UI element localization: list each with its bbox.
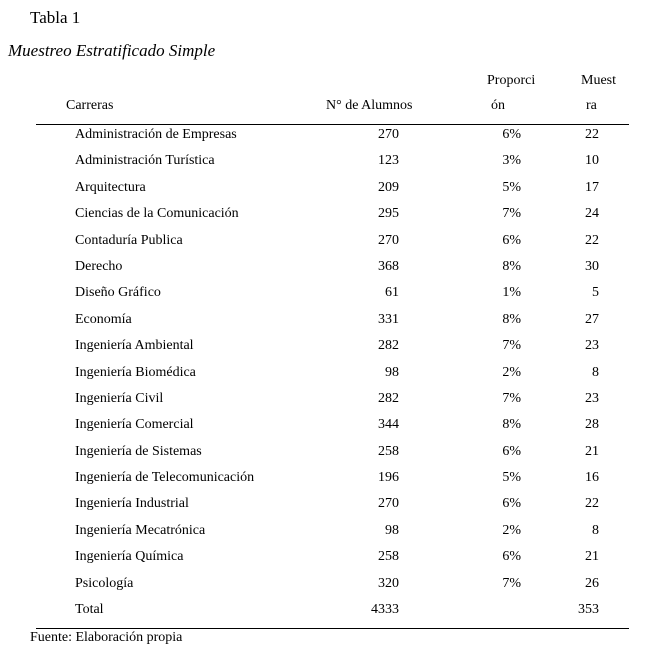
- cell-alumnos: 368: [378, 258, 399, 274]
- cell-proporcion: 7%: [502, 575, 521, 591]
- cell-carrera: Ingeniería Industrial: [75, 496, 189, 512]
- cell-proporcion: 7%: [502, 390, 521, 406]
- cell-proporcion: 5%: [502, 179, 521, 195]
- cell-carrera: Administración de Empresas: [75, 127, 237, 142]
- header-muestra-line2: ra: [586, 98, 597, 113]
- cell-carrera: Ciencias de la Comunicación: [75, 206, 239, 222]
- table-row: [0, 415, 650, 441]
- header-proporcion-line1: Proporci: [487, 73, 536, 88]
- cell-muestra: 23: [585, 390, 599, 406]
- cell-alumnos: 258: [378, 549, 399, 565]
- table-body: [0, 125, 650, 626]
- cell-alumnos: 258: [378, 443, 399, 459]
- cell-alumnos: 270: [378, 496, 399, 512]
- cell-proporcion: 2%: [502, 364, 521, 380]
- table-total-row: [0, 600, 650, 626]
- cell-alumnos: 98: [385, 522, 399, 538]
- table-row: [0, 283, 650, 309]
- cell-alumnos: 98: [385, 364, 399, 380]
- cell-muestra: 17: [585, 179, 599, 195]
- table-row: [0, 310, 650, 336]
- cell-carrera: Administración Turística: [75, 153, 215, 169]
- cell-alumnos: 320: [378, 575, 399, 591]
- cell-proporcion: 5%: [502, 470, 521, 486]
- cell-carrera: Total: [75, 602, 104, 618]
- cell-muestra: 16: [585, 470, 599, 486]
- cell-alumnos: 270: [378, 127, 399, 142]
- cell-proporcion: 6%: [502, 232, 521, 248]
- cell-proporcion: 6%: [502, 549, 521, 565]
- cell-proporcion: 7%: [502, 338, 521, 354]
- cell-muestra: 22: [585, 496, 599, 512]
- cell-muestra: 22: [585, 232, 599, 248]
- cell-alumnos: 61: [385, 285, 399, 301]
- header-alumnos: N° de Alumnos: [326, 98, 413, 113]
- table-row: [0, 151, 650, 177]
- table-row: [0, 442, 650, 468]
- table-row: [0, 204, 650, 230]
- cell-proporcion: 1%: [502, 285, 521, 301]
- cell-proporcion: 3%: [502, 153, 521, 169]
- cell-carrera: Ingeniería de Telecomunicación: [75, 470, 255, 486]
- table-row: [0, 574, 650, 600]
- cell-proporcion: 6%: [502, 496, 521, 512]
- cell-carrera: Arquitectura: [75, 179, 146, 195]
- cell-carrera: Ingeniería Comercial: [75, 417, 194, 433]
- cell-alumnos: 282: [378, 390, 399, 406]
- cell-alumnos: 196: [378, 470, 399, 486]
- cell-alumnos: 209: [378, 179, 399, 195]
- table-row: [0, 547, 650, 573]
- cell-carrera: Contaduría Publica: [75, 232, 183, 248]
- header-muestra-line1: Muest: [581, 73, 616, 88]
- cell-carrera: Ingeniería Civil: [75, 390, 164, 406]
- cell-proporcion: 2%: [502, 522, 521, 538]
- cell-carrera: Diseño Gráfico: [75, 285, 161, 301]
- cell-alumnos: 123: [378, 153, 399, 169]
- table-title: Muestreo Estratificado Simple: [8, 41, 216, 60]
- cell-proporcion: 8%: [502, 311, 521, 327]
- cell-muestra: 21: [585, 443, 599, 459]
- cell-carrera: Ingeniería Ambiental: [75, 338, 194, 354]
- cell-proporcion: 8%: [502, 258, 521, 274]
- cell-alumnos: 270: [378, 232, 399, 248]
- cell-alumnos: 295: [378, 206, 399, 222]
- cell-proporcion: 6%: [502, 443, 521, 459]
- table-row: [0, 125, 650, 151]
- cell-alumnos: 344: [378, 417, 399, 433]
- cell-muestra: 28: [585, 417, 599, 433]
- cell-muestra: 22: [585, 127, 599, 142]
- table-source: Fuente: Elaboración propia: [30, 630, 183, 645]
- table-row: [0, 178, 650, 204]
- table-row: [0, 389, 650, 415]
- cell-proporcion: 8%: [502, 417, 521, 433]
- table-row: [0, 494, 650, 520]
- cell-carrera: Psicología: [75, 575, 134, 591]
- cell-muestra: 5: [592, 285, 599, 301]
- cell-proporcion: 7%: [502, 206, 521, 222]
- cell-proporcion: 6%: [502, 127, 521, 142]
- cell-muestra: 30: [585, 258, 599, 274]
- table-label: Tabla 1: [30, 8, 81, 27]
- cell-muestra: 24: [585, 206, 599, 222]
- cell-muestra: 8: [592, 522, 599, 538]
- table-row: [0, 468, 650, 494]
- table-row: [0, 363, 650, 389]
- table-row: [0, 336, 650, 362]
- cell-muestra: 26: [585, 575, 599, 591]
- cell-carrera: Ingeniería de Sistemas: [75, 443, 202, 459]
- cell-muestra: 10: [585, 153, 599, 169]
- cell-alumnos: 4333: [371, 602, 399, 618]
- header-carreras: Carreras: [66, 98, 114, 113]
- cell-muestra: 8: [592, 364, 599, 380]
- cell-muestra: 21: [585, 549, 599, 565]
- cell-carrera: Ingeniería Química: [75, 549, 184, 565]
- cell-carrera: Derecho: [75, 258, 123, 274]
- table-row: [0, 231, 650, 257]
- table-bottom-rule: [36, 628, 629, 629]
- cell-alumnos: 282: [378, 338, 399, 354]
- cell-carrera: Economía: [75, 311, 132, 327]
- cell-muestra: 27: [585, 311, 599, 327]
- cell-carrera: Ingeniería Biomédica: [75, 364, 196, 380]
- table-row: [0, 521, 650, 547]
- table-row: [0, 257, 650, 283]
- cell-muestra: 23: [585, 338, 599, 354]
- cell-carrera: Ingeniería Mecatrónica: [75, 522, 206, 538]
- cell-alumnos: 331: [378, 311, 399, 327]
- header-proporcion-line2: ón: [491, 98, 505, 113]
- cell-muestra: 353: [578, 602, 599, 618]
